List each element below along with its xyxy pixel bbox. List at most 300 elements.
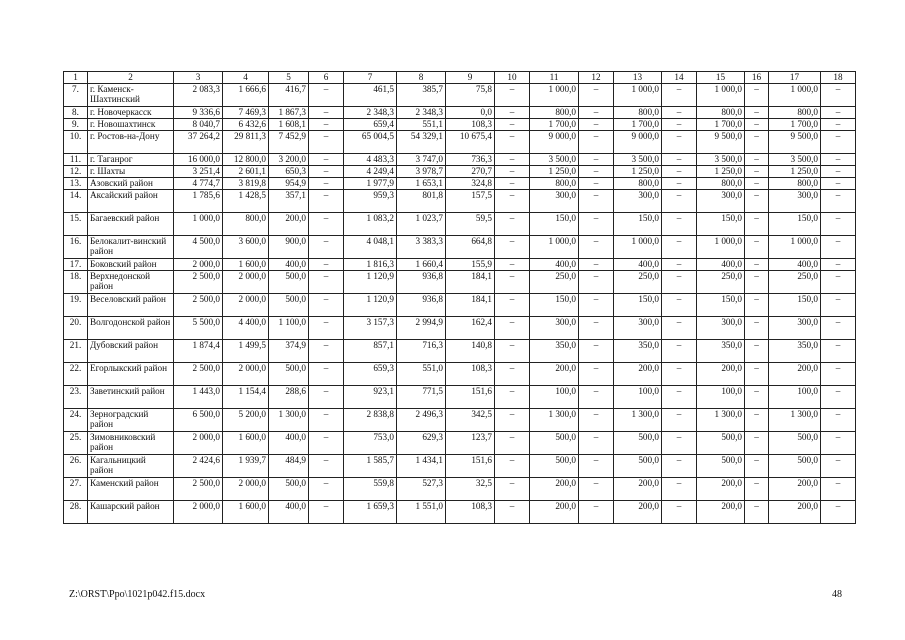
header-cell: 14: [662, 72, 697, 84]
table-row: [64, 258, 856, 270]
value-cell: 1 000,0: [530, 83, 579, 106]
value-cell: 857,1: [344, 339, 397, 362]
value-cell: 300,0: [769, 316, 821, 339]
dash-cell: –: [821, 385, 856, 408]
value-cell: 1 700,0: [614, 118, 662, 130]
dash-cell: –: [309, 362, 344, 385]
data-table-container: [63, 71, 856, 524]
dash-cell: –: [662, 339, 697, 362]
header-cell: 1: [64, 72, 88, 84]
value-cell: 1 874,4: [174, 339, 223, 362]
value-cell: 350,0: [697, 339, 745, 362]
dash-cell: –: [821, 316, 856, 339]
dash-cell: –: [495, 130, 530, 153]
dash-cell: –: [745, 293, 769, 316]
value-cell: 716,3: [397, 339, 446, 362]
dash-cell: –: [309, 385, 344, 408]
row-number-cell: 14.: [64, 189, 88, 212]
value-cell: 350,0: [614, 339, 662, 362]
value-cell: 659,3: [344, 362, 397, 385]
value-cell: 4 249,4: [344, 165, 397, 177]
dash-cell: –: [495, 235, 530, 258]
dash-cell: –: [662, 500, 697, 523]
territory-name-cell: Дубовский район: [88, 339, 174, 362]
dash-cell: –: [662, 83, 697, 106]
dash-cell: –: [745, 408, 769, 431]
value-cell: 300,0: [769, 189, 821, 212]
value-cell: 2 500,0: [174, 293, 223, 316]
dash-cell: –: [821, 339, 856, 362]
dash-cell: –: [745, 106, 769, 118]
value-cell: 1 300,0: [614, 408, 662, 431]
value-cell: 936,8: [397, 270, 446, 293]
header-cell: 9: [446, 72, 495, 84]
value-cell: 1 939,7: [223, 454, 269, 477]
value-cell: 300,0: [697, 189, 745, 212]
dash-cell: –: [821, 189, 856, 212]
dash-cell: –: [745, 130, 769, 153]
dash-cell: –: [309, 153, 344, 165]
value-cell: 250,0: [614, 270, 662, 293]
value-cell: 270,7: [446, 165, 495, 177]
value-cell: 200,0: [530, 362, 579, 385]
value-cell: 150,0: [530, 293, 579, 316]
value-cell: 75,8: [446, 83, 495, 106]
dash-cell: –: [579, 189, 614, 212]
row-number-cell: 25.: [64, 431, 88, 454]
dash-cell: –: [495, 362, 530, 385]
dash-cell: –: [579, 316, 614, 339]
value-cell: 300,0: [614, 189, 662, 212]
value-cell: 1 428,5: [223, 189, 269, 212]
dash-cell: –: [662, 212, 697, 235]
dash-cell: –: [579, 500, 614, 523]
territory-name-cell: г. Новошахтинск: [88, 118, 174, 130]
table-row: [64, 270, 856, 293]
value-cell: 400,0: [269, 258, 309, 270]
dash-cell: –: [309, 408, 344, 431]
value-cell: 1 023,7: [397, 212, 446, 235]
value-cell: 250,0: [697, 270, 745, 293]
value-cell: 2 000,0: [174, 500, 223, 523]
value-cell: 1 000,0: [614, 83, 662, 106]
value-cell: 1 300,0: [530, 408, 579, 431]
dash-cell: –: [745, 83, 769, 106]
row-number-cell: 16.: [64, 235, 88, 258]
value-cell: 150,0: [530, 212, 579, 235]
value-cell: 157,5: [446, 189, 495, 212]
value-cell: 6 432,6: [223, 118, 269, 130]
dash-cell: –: [662, 408, 697, 431]
value-cell: 1 000,0: [769, 83, 821, 106]
page-number: 48: [832, 589, 842, 600]
row-number-cell: 15.: [64, 212, 88, 235]
value-cell: 1 660,4: [397, 258, 446, 270]
value-cell: 200,0: [269, 212, 309, 235]
value-cell: 9 336,6: [174, 106, 223, 118]
value-cell: 771,5: [397, 385, 446, 408]
dash-cell: –: [309, 339, 344, 362]
value-cell: 400,0: [697, 258, 745, 270]
value-cell: 527,3: [397, 477, 446, 500]
dash-cell: –: [579, 270, 614, 293]
dash-cell: –: [662, 316, 697, 339]
territory-name-cell: Заветинский район: [88, 385, 174, 408]
territory-name-cell: г. Шахты: [88, 165, 174, 177]
dash-cell: –: [662, 385, 697, 408]
value-cell: 6 500,0: [174, 408, 223, 431]
value-cell: 3 157,3: [344, 316, 397, 339]
territory-name-cell: Зерноградский район: [88, 408, 174, 431]
row-number-cell: 19.: [64, 293, 88, 316]
value-cell: 108,3: [446, 118, 495, 130]
value-cell: 2 000,0: [223, 293, 269, 316]
value-cell: 184,1: [446, 270, 495, 293]
dash-cell: –: [662, 270, 697, 293]
row-number-cell: 17.: [64, 258, 88, 270]
row-number-cell: 18.: [64, 270, 88, 293]
dash-cell: –: [821, 293, 856, 316]
header-cell: 8: [397, 72, 446, 84]
dash-cell: –: [495, 431, 530, 454]
dash-cell: –: [309, 189, 344, 212]
header-cell: 18: [821, 72, 856, 84]
value-cell: 1 653,1: [397, 177, 446, 189]
row-number-cell: 28.: [64, 500, 88, 523]
value-cell: 150,0: [614, 212, 662, 235]
dash-cell: –: [579, 83, 614, 106]
dash-cell: –: [495, 189, 530, 212]
value-cell: 5 200,0: [223, 408, 269, 431]
header-cell: 2: [88, 72, 174, 84]
value-cell: 954,9: [269, 177, 309, 189]
territory-name-cell: Верхнедонской район: [88, 270, 174, 293]
dash-cell: –: [745, 339, 769, 362]
value-cell: 1 551,0: [397, 500, 446, 523]
value-cell: 2 994,9: [397, 316, 446, 339]
header-cell: 16: [745, 72, 769, 84]
territory-name-cell: Веселовский район: [88, 293, 174, 316]
row-number-cell: 9.: [64, 118, 88, 130]
dash-cell: –: [495, 212, 530, 235]
dash-cell: –: [821, 106, 856, 118]
value-cell: 324,8: [446, 177, 495, 189]
table-row: [64, 362, 856, 385]
dash-cell: –: [495, 316, 530, 339]
value-cell: 4 500,0: [174, 235, 223, 258]
dash-cell: –: [821, 177, 856, 189]
header-cell: 6: [309, 72, 344, 84]
table-row: [64, 130, 856, 153]
value-cell: 184,1: [446, 293, 495, 316]
header-cell: 15: [697, 72, 745, 84]
dash-cell: –: [821, 270, 856, 293]
value-cell: 2 601,1: [223, 165, 269, 177]
header-cell: 5: [269, 72, 309, 84]
dash-cell: –: [662, 362, 697, 385]
dash-cell: –: [662, 165, 697, 177]
dash-cell: –: [495, 339, 530, 362]
row-number-cell: 11.: [64, 153, 88, 165]
dash-cell: –: [662, 431, 697, 454]
territory-name-cell: Каменский район: [88, 477, 174, 500]
value-cell: 155,9: [446, 258, 495, 270]
value-cell: 200,0: [530, 477, 579, 500]
value-cell: 8 040,7: [174, 118, 223, 130]
value-cell: 200,0: [697, 500, 745, 523]
value-cell: 800,0: [614, 106, 662, 118]
dash-cell: –: [579, 362, 614, 385]
territory-name-cell: Кагальницкий район: [88, 454, 174, 477]
value-cell: 65 004,5: [344, 130, 397, 153]
dash-cell: –: [745, 270, 769, 293]
value-cell: 300,0: [697, 316, 745, 339]
dash-cell: –: [821, 212, 856, 235]
table-row: [64, 408, 856, 431]
dash-cell: –: [579, 431, 614, 454]
value-cell: 753,0: [344, 431, 397, 454]
header-cell: 17: [769, 72, 821, 84]
dash-cell: –: [745, 316, 769, 339]
value-cell: 1 434,1: [397, 454, 446, 477]
value-cell: 1 100,0: [269, 316, 309, 339]
value-cell: 551,0: [397, 362, 446, 385]
table-row: [64, 106, 856, 118]
dash-cell: –: [821, 153, 856, 165]
value-cell: 2 000,0: [174, 258, 223, 270]
row-number-cell: 7.: [64, 83, 88, 106]
value-cell: 500,0: [530, 431, 579, 454]
dash-cell: –: [309, 212, 344, 235]
territory-name-cell: г. Каменск-Шахтинский: [88, 83, 174, 106]
value-cell: 3 251,4: [174, 165, 223, 177]
table-row: [64, 500, 856, 523]
value-cell: 140,8: [446, 339, 495, 362]
value-cell: 2 000,0: [223, 362, 269, 385]
value-cell: 400,0: [269, 500, 309, 523]
dash-cell: –: [579, 258, 614, 270]
value-cell: 32,5: [446, 477, 495, 500]
value-cell: 108,3: [446, 500, 495, 523]
dash-cell: –: [309, 500, 344, 523]
table-row: [64, 177, 856, 189]
value-cell: 1 000,0: [697, 83, 745, 106]
table-row: [64, 235, 856, 258]
value-cell: 100,0: [614, 385, 662, 408]
value-cell: 288,6: [269, 385, 309, 408]
value-cell: 150,0: [769, 293, 821, 316]
dash-cell: –: [309, 454, 344, 477]
value-cell: 800,0: [223, 212, 269, 235]
value-cell: 800,0: [697, 106, 745, 118]
value-cell: 385,7: [397, 83, 446, 106]
value-cell: 1 000,0: [614, 235, 662, 258]
dash-cell: –: [309, 431, 344, 454]
dash-cell: –: [745, 165, 769, 177]
dash-cell: –: [745, 454, 769, 477]
value-cell: 3 500,0: [697, 153, 745, 165]
value-cell: 1 608,1: [269, 118, 309, 130]
dash-cell: –: [821, 83, 856, 106]
row-number-cell: 27.: [64, 477, 88, 500]
value-cell: 1 443,0: [174, 385, 223, 408]
value-cell: 3 819,8: [223, 177, 269, 189]
value-cell: 3 500,0: [530, 153, 579, 165]
dash-cell: –: [495, 177, 530, 189]
value-cell: 400,0: [614, 258, 662, 270]
value-cell: 2 000,0: [174, 431, 223, 454]
dash-cell: –: [495, 293, 530, 316]
dash-cell: –: [662, 235, 697, 258]
row-number-cell: 12.: [64, 165, 88, 177]
row-number-cell: 21.: [64, 339, 88, 362]
value-cell: 4 400,0: [223, 316, 269, 339]
dash-cell: –: [309, 83, 344, 106]
territory-name-cell: Азовский район: [88, 177, 174, 189]
data-table: [63, 71, 856, 524]
value-cell: 54 329,1: [397, 130, 446, 153]
value-cell: 1 700,0: [530, 118, 579, 130]
value-cell: 3 747,0: [397, 153, 446, 165]
value-cell: 150,0: [769, 212, 821, 235]
dash-cell: –: [579, 130, 614, 153]
dash-cell: –: [821, 477, 856, 500]
dash-cell: –: [745, 189, 769, 212]
value-cell: 1 000,0: [769, 235, 821, 258]
value-cell: 200,0: [614, 500, 662, 523]
value-cell: 484,9: [269, 454, 309, 477]
value-cell: 1 300,0: [269, 408, 309, 431]
dash-cell: –: [495, 83, 530, 106]
table-row: [64, 83, 856, 106]
value-cell: 1 120,9: [344, 293, 397, 316]
value-cell: 1 659,3: [344, 500, 397, 523]
header-cell: 4: [223, 72, 269, 84]
row-number-cell: 22.: [64, 362, 88, 385]
dash-cell: –: [821, 408, 856, 431]
value-cell: 900,0: [269, 235, 309, 258]
value-cell: 7 452,9: [269, 130, 309, 153]
value-cell: 151,6: [446, 385, 495, 408]
table-row: [64, 189, 856, 212]
value-cell: 1 816,3: [344, 258, 397, 270]
dash-cell: –: [662, 454, 697, 477]
dash-cell: –: [745, 177, 769, 189]
value-cell: 1 250,0: [530, 165, 579, 177]
value-cell: 250,0: [769, 270, 821, 293]
value-cell: 500,0: [530, 454, 579, 477]
territory-name-cell: г. Ростов-на-Дону: [88, 130, 174, 153]
value-cell: 200,0: [697, 362, 745, 385]
value-cell: 1 600,0: [223, 500, 269, 523]
value-cell: 200,0: [697, 477, 745, 500]
value-cell: 4 483,3: [344, 153, 397, 165]
table-row: [64, 316, 856, 339]
value-cell: 350,0: [769, 339, 821, 362]
value-cell: 1 000,0: [530, 235, 579, 258]
dash-cell: –: [579, 454, 614, 477]
value-cell: 400,0: [530, 258, 579, 270]
value-cell: 4 048,1: [344, 235, 397, 258]
value-cell: 1 083,2: [344, 212, 397, 235]
dash-cell: –: [579, 212, 614, 235]
table-row: [64, 477, 856, 500]
dash-cell: –: [579, 408, 614, 431]
dash-cell: –: [821, 454, 856, 477]
value-cell: 37 264,2: [174, 130, 223, 153]
value-cell: 2 496,3: [397, 408, 446, 431]
value-cell: 1 666,6: [223, 83, 269, 106]
dash-cell: –: [495, 270, 530, 293]
value-cell: 659,4: [344, 118, 397, 130]
dash-cell: –: [745, 212, 769, 235]
value-cell: 3 978,7: [397, 165, 446, 177]
dash-cell: –: [309, 177, 344, 189]
value-cell: 1 250,0: [614, 165, 662, 177]
value-cell: 2 348,3: [397, 106, 446, 118]
table-row: [64, 431, 856, 454]
value-cell: 16 000,0: [174, 153, 223, 165]
value-cell: 1 585,7: [344, 454, 397, 477]
dash-cell: –: [495, 118, 530, 130]
value-cell: 500,0: [697, 454, 745, 477]
dash-cell: –: [821, 235, 856, 258]
value-cell: 200,0: [769, 477, 821, 500]
value-cell: 800,0: [697, 177, 745, 189]
dash-cell: –: [662, 258, 697, 270]
header-cell: 11: [530, 72, 579, 84]
dash-cell: –: [745, 385, 769, 408]
value-cell: 3 500,0: [769, 153, 821, 165]
dash-cell: –: [821, 500, 856, 523]
value-cell: 357,1: [269, 189, 309, 212]
dash-cell: –: [662, 118, 697, 130]
value-cell: 500,0: [269, 362, 309, 385]
value-cell: 100,0: [530, 385, 579, 408]
value-cell: 9 500,0: [769, 130, 821, 153]
dash-cell: –: [309, 270, 344, 293]
value-cell: 736,3: [446, 153, 495, 165]
dash-cell: –: [495, 106, 530, 118]
table-row: [64, 293, 856, 316]
value-cell: 500,0: [769, 431, 821, 454]
dash-cell: –: [579, 153, 614, 165]
dash-cell: –: [745, 235, 769, 258]
dash-cell: –: [821, 165, 856, 177]
value-cell: 300,0: [530, 316, 579, 339]
row-number-cell: 23.: [64, 385, 88, 408]
dash-cell: –: [821, 130, 856, 153]
dash-cell: –: [495, 408, 530, 431]
dash-cell: –: [662, 293, 697, 316]
value-cell: 1 250,0: [769, 165, 821, 177]
value-cell: 1 700,0: [769, 118, 821, 130]
dash-cell: –: [745, 362, 769, 385]
value-cell: 800,0: [769, 106, 821, 118]
header-cell: 7: [344, 72, 397, 84]
dash-cell: –: [309, 235, 344, 258]
value-cell: 1 300,0: [697, 408, 745, 431]
value-cell: 1 250,0: [697, 165, 745, 177]
territory-name-cell: Кашарский район: [88, 500, 174, 523]
dash-cell: –: [745, 500, 769, 523]
value-cell: 100,0: [769, 385, 821, 408]
table-row: [64, 153, 856, 165]
dash-cell: –: [579, 165, 614, 177]
dash-cell: –: [309, 477, 344, 500]
value-cell: 500,0: [269, 270, 309, 293]
dash-cell: –: [309, 258, 344, 270]
